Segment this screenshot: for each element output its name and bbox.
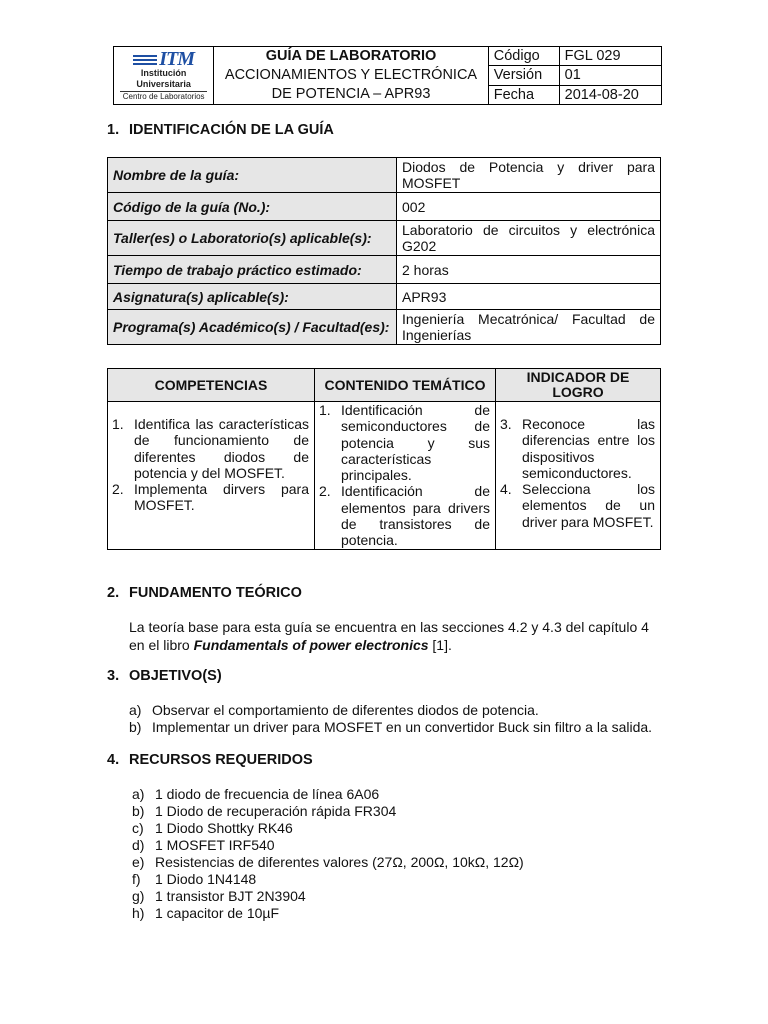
ident-key: Código de la guía (No.):	[108, 193, 397, 221]
table-row	[108, 221, 661, 256]
list-item: 1. Identificación de semiconductores de potencia y sus características principales.	[319, 402, 490, 484]
version-value: 01	[559, 66, 661, 85]
table-header-row	[108, 369, 661, 402]
header-contenido: CONTENIDO TEMÁTICO	[315, 369, 496, 402]
list-item: 4. Selecciona los elementos de un driver para MOSFET.	[500, 481, 655, 530]
itm-logo-mark: ITM	[114, 50, 213, 68]
title-line-1: GUÍA DE LABORATORIO	[265, 48, 437, 64]
date-label: Fecha	[488, 85, 559, 104]
ident-value: Diodos de Potencia y driver para MOSFET	[397, 158, 661, 193]
list-item: g) 1 transistor BJT 2N3904	[132, 888, 306, 904]
competencias-cell	[108, 402, 315, 550]
list-item: 2. Implementa dirvers para MOSFET.	[112, 481, 309, 514]
ident-key: Asignatura(s) aplicable(s):	[108, 284, 397, 310]
list-item: 2. Identificación de elementos para drivers de transistores de potencia.	[319, 483, 490, 549]
ident-value: APR93	[397, 284, 661, 310]
contenido-cell	[315, 402, 496, 550]
ident-value: Laboratorio de circuitos y electrónica G202	[397, 221, 661, 256]
ident-key: Tiempo de trabajo práctico estimado:	[108, 256, 397, 284]
date-value: 2014-08-20	[559, 85, 661, 104]
ident-key: Nombre de la guía:	[108, 158, 397, 193]
list-item: b) 1 Diodo de recuperación rápida FR304	[132, 803, 397, 819]
document-header	[113, 46, 662, 105]
ident-value: Ingeniería Mecatrónica/ Facultad de Ingenierías	[397, 310, 661, 345]
document-title	[214, 47, 489, 105]
logo-institution: Institución Universitaria	[136, 67, 191, 89]
title-line-2: ACCIONAMIENTOS Y ELECTRÓNICA	[224, 67, 478, 83]
table-row	[108, 256, 661, 284]
table-row	[108, 158, 661, 193]
ident-value: 2 horas	[397, 256, 661, 284]
logo-bars-icon	[133, 55, 157, 65]
table-row	[108, 402, 661, 550]
title-line-3: DE POTENCIA – APR93	[271, 86, 431, 102]
table-row	[108, 193, 661, 221]
identification-table	[107, 157, 661, 345]
objetivos-list	[129, 702, 669, 736]
list-item: a) 1 diodo de frecuencia de línea 6A06	[132, 786, 380, 802]
indicador-cell	[496, 402, 661, 550]
table-row	[108, 310, 661, 345]
list-item: d) 1 MOSFET IRF540	[132, 837, 275, 853]
version-label: Versión	[488, 66, 559, 85]
list-item: c) 1 Diodo Shottky RK46	[132, 820, 293, 836]
recursos-list	[132, 786, 662, 922]
section-1-heading: 1. IDENTIFICACIÓN DE LA GUÍA	[107, 122, 334, 138]
ident-key: Taller(es) o Laboratorio(s) aplicable(s):	[108, 221, 397, 256]
list-item: 3. Reconoce las diferencias entre los dispositivos semiconductores.	[500, 416, 655, 481]
ident-value: 002	[397, 193, 661, 221]
section-3-heading: 3. OBJETIVO(S)	[107, 668, 222, 684]
table-row	[108, 284, 661, 310]
fundamento-paragraph: La teoría base para esta guía se encuentra en las secciones 4.2 y 4.3 del capítulo 4 en el libro Fundamentals of power electronics [1].	[129, 619, 649, 653]
header-competencias: COMPETENCIAS	[108, 369, 315, 402]
logo-subtitle: Centro de Laboratorios	[120, 91, 207, 102]
list-item: b) Implementar un driver para MOSFET en un convertidor Buck sin filtro a la salida.	[129, 719, 653, 735]
section-4-heading: 4. RECURSOS REQUERIDOS	[107, 752, 313, 768]
itm-logo	[114, 47, 214, 105]
list-item: 1. Identifica las características de funcionamiento de diferentes diodos de potencia y del MOSFET.	[112, 416, 309, 481]
code-label: Código	[488, 47, 559, 66]
list-item: h) 1 capacitor de 10µF	[132, 905, 280, 921]
list-item: a) Observar el comportamiento de diferentes diodos de potencia.	[129, 702, 539, 718]
header-indicador: INDICADOR DE LOGRO	[496, 369, 661, 402]
competencias-table	[107, 368, 661, 550]
list-item: e) Resistencias de diferentes valores (27Ω, 200Ω, 10kΩ, 12Ω)	[132, 854, 524, 870]
code-value: FGL 029	[559, 47, 661, 66]
ident-key: Programa(s) Académico(s) / Facultad(es):	[108, 310, 397, 345]
section-2-heading: 2. FUNDAMENTO TEÓRICO	[107, 585, 302, 601]
book-title: Fundamentals of power electronics	[193, 637, 429, 653]
list-item: f) 1 Diodo 1N4148	[132, 871, 257, 887]
